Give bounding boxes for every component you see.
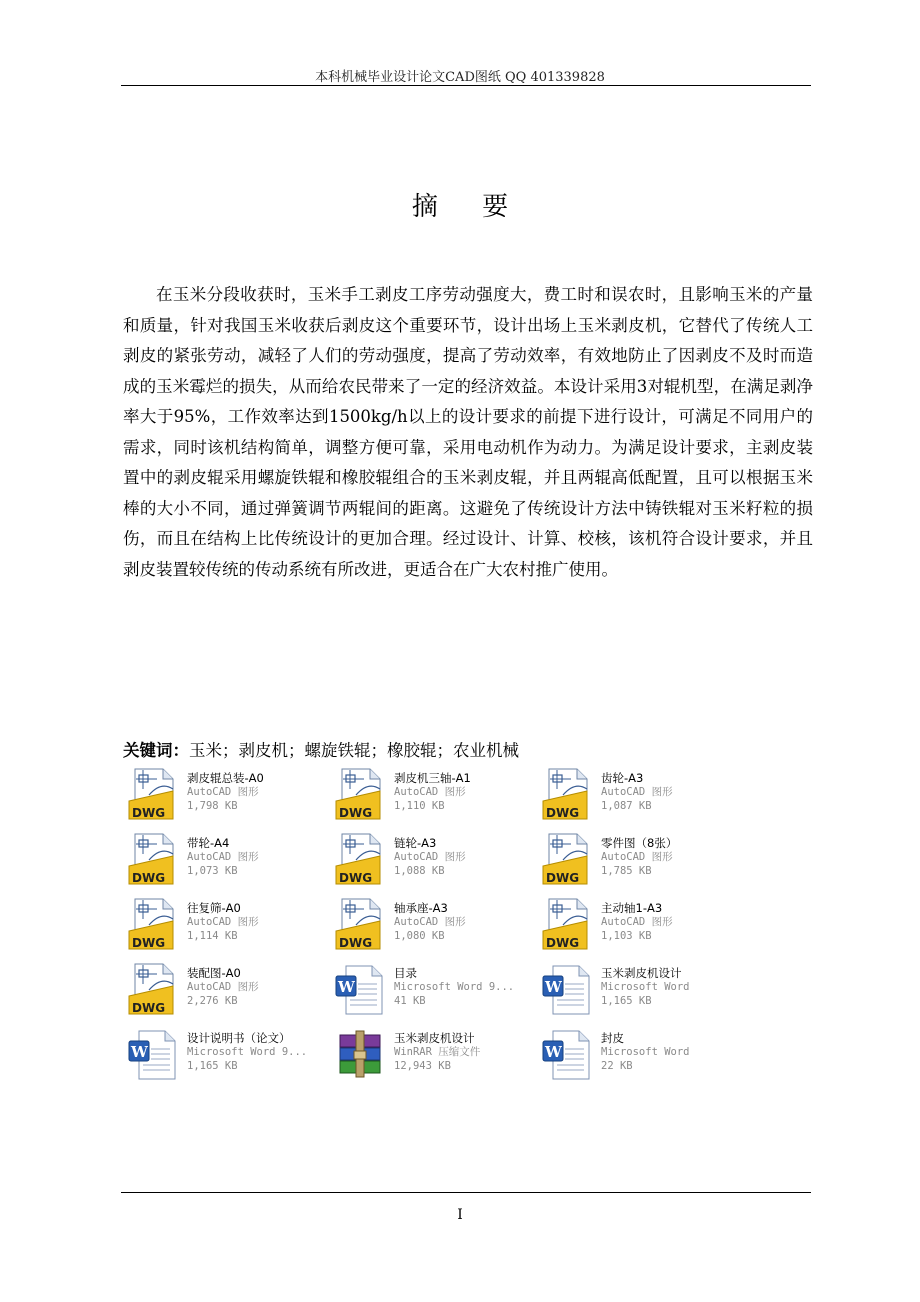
svg-text:DWG: DWG	[546, 936, 580, 950]
file-name: 剥皮辊总装-A0	[187, 771, 264, 785]
file-item[interactable]	[334, 1025, 539, 1087]
file-info	[601, 966, 690, 1008]
file-name: 玉米剥皮机设计	[601, 966, 682, 980]
file-size: 1,110 KB	[394, 800, 445, 812]
file-item[interactable]	[334, 765, 539, 827]
file-name: 齿轮-A3	[601, 771, 644, 785]
file-type: AutoCAD 图形	[187, 851, 259, 863]
file-type: AutoCAD 图形	[394, 851, 466, 863]
file-type: AutoCAD 图形	[394, 916, 466, 928]
file-type: AutoCAD 图形	[601, 916, 673, 928]
abstract-title: 摘 要	[411, 192, 527, 222]
svg-text:W: W	[338, 978, 355, 996]
file-info	[394, 771, 471, 813]
svg-text:W: W	[545, 1043, 562, 1061]
file-size: 1,088 KB	[394, 865, 445, 877]
file-type: WinRAR 压缩文件	[394, 1046, 481, 1058]
file-name: 带轮-A4	[187, 836, 230, 850]
file-name: 设计说明书（论文）	[187, 1031, 291, 1045]
file-item[interactable]	[541, 1025, 746, 1087]
svg-text:DWG: DWG	[546, 871, 580, 885]
file-size: 1,785 KB	[601, 865, 652, 877]
svg-text:DWG: DWG	[339, 871, 373, 885]
svg-text:DWG: DWG	[339, 936, 373, 950]
file-type: AutoCAD 图形	[601, 786, 673, 798]
dwg-icon[interactable]	[334, 897, 386, 951]
file-size: 1,073 KB	[187, 865, 238, 877]
keywords-line	[123, 737, 519, 761]
svg-text:DWG: DWG	[132, 871, 166, 885]
file-type: AutoCAD 图形	[187, 786, 259, 798]
footer-divider	[121, 1192, 811, 1193]
file-info	[601, 901, 673, 943]
file-type: Microsoft Word 9...	[394, 981, 515, 993]
keywords-text: 玉米；剥皮机；螺旋铁辊；橡胶辊；农业机械	[189, 741, 519, 760]
word-icon[interactable]	[127, 1027, 179, 1081]
file-type: Microsoft Word	[601, 981, 690, 993]
file-info	[601, 771, 673, 813]
file-size: 1,114 KB	[187, 930, 238, 942]
dwg-icon[interactable]	[334, 832, 386, 886]
file-item[interactable]	[127, 1025, 332, 1087]
file-info	[187, 966, 259, 1008]
file-size: 41 KB	[394, 995, 426, 1007]
file-item[interactable]	[334, 830, 539, 892]
file-size: 2,276 KB	[187, 995, 238, 1007]
file-item[interactable]	[541, 895, 746, 957]
svg-text:DWG: DWG	[546, 806, 580, 820]
file-name: 往复筛-A0	[187, 901, 241, 915]
dwg-icon[interactable]	[127, 832, 179, 886]
file-size: 1,087 KB	[601, 800, 652, 812]
word-icon[interactable]	[541, 962, 593, 1016]
page-header: 本科机械毕业设计论文CAD图纸 QQ 401339828	[315, 70, 605, 85]
keywords-label: 关键词：	[123, 741, 189, 760]
page-number: I	[457, 1207, 463, 1223]
file-size: 1,165 KB	[187, 1060, 238, 1072]
file-info	[601, 1031, 690, 1073]
winrar-icon[interactable]	[334, 1027, 386, 1081]
abstract-body: 在玉米分段收获时，玉米手工剥皮工序劳动强度大，费工时和误农时，且影响玉米的产量和质量，针对我国玉米收获后剥皮这个重要环节，设计出场上玉米剥皮机，它替代了传统人工剥皮的紧张劳动，减轻了人们的劳动强度，提高了劳动效率，有效地防止了因剥皮不及时而造成的玉米霉烂的损失，从而给农民带来了一定的经济效益。本设计采用3对辊机型，在满足剥净率大于95%，工作效率达到1500kg/h以上的设计要求的前提下进行设计，可满足不同用户的需求，同时该机结构简单，调整方便可靠，采用电动机作为动力。为满足设计要求，主剥皮装置中的剥皮辊采用螺旋铁辊和橡胶辊组合的玉米剥皮辊，并且两辊高低配置，且可以根据玉米棒的大小不同，通过弹簧调节两辊间的距离。这避免了传统设计方法中铸铁辊对玉米籽粒的损伤，而且在结构上比传统设计的更加合理。经过设计、计算、校核，该机符合设计要求，并且剥皮装置较传统的传动系统有所改进，更适合在广大农村推广使用。	[123, 285, 813, 579]
file-item[interactable]	[127, 830, 332, 892]
file-info	[187, 771, 264, 813]
file-item[interactable]	[334, 960, 539, 1022]
word-icon[interactable]	[334, 962, 386, 1016]
file-name: 零件图（8张）	[601, 836, 678, 850]
file-type: Microsoft Word	[601, 1046, 690, 1058]
file-info	[187, 836, 259, 878]
file-item[interactable]	[541, 765, 746, 827]
file-type: Microsoft Word 9...	[187, 1046, 308, 1058]
file-name: 目录	[394, 966, 417, 980]
file-size: 22 KB	[601, 1060, 633, 1072]
file-info	[394, 966, 514, 1008]
file-info	[394, 836, 466, 878]
file-name: 剥皮机三轴-A1	[394, 771, 471, 785]
word-icon[interactable]	[541, 1027, 593, 1081]
file-name: 链轮-A3	[394, 836, 437, 850]
dwg-icon[interactable]	[127, 962, 179, 1016]
file-size: 1,103 KB	[601, 930, 652, 942]
svg-text:W: W	[545, 978, 562, 996]
svg-text:DWG: DWG	[132, 1001, 166, 1015]
header-divider	[121, 85, 811, 86]
dwg-icon[interactable]	[541, 767, 593, 821]
file-type: AutoCAD 图形	[394, 786, 466, 798]
dwg-icon[interactable]	[334, 767, 386, 821]
file-type: AutoCAD 图形	[601, 851, 673, 863]
file-name: 轴承座-A3	[394, 901, 448, 915]
file-type: AutoCAD 图形	[187, 981, 259, 993]
file-item[interactable]	[541, 830, 746, 892]
dwg-icon[interactable]	[127, 897, 179, 951]
file-item[interactable]	[127, 765, 332, 827]
file-item[interactable]	[334, 895, 539, 957]
file-size: 1,798 KB	[187, 800, 238, 812]
dwg-icon[interactable]	[127, 767, 179, 821]
file-info	[394, 1031, 480, 1073]
file-name: 玉米剥皮机设计	[394, 1031, 475, 1045]
svg-text:W: W	[131, 1043, 148, 1061]
file-size: 12,943 KB	[394, 1060, 451, 1072]
file-info	[187, 901, 259, 943]
file-info	[187, 1031, 307, 1073]
svg-text:DWG: DWG	[339, 806, 373, 820]
file-item[interactable]	[541, 960, 746, 1022]
file-listing	[127, 765, 747, 1095]
file-item[interactable]	[127, 960, 332, 1022]
file-size: 1,165 KB	[601, 995, 652, 1007]
file-info	[601, 836, 677, 878]
file-name: 主动轴1-A3	[601, 901, 663, 915]
file-item[interactable]	[127, 895, 332, 957]
file-name: 封皮	[601, 1031, 624, 1045]
dwg-icon[interactable]	[541, 897, 593, 951]
file-info	[394, 901, 466, 943]
file-type: AutoCAD 图形	[187, 916, 259, 928]
svg-text:DWG: DWG	[132, 936, 166, 950]
file-name: 装配图-A0	[187, 966, 241, 980]
svg-text:DWG: DWG	[132, 806, 166, 820]
file-size: 1,080 KB	[394, 930, 445, 942]
dwg-icon[interactable]	[541, 832, 593, 886]
